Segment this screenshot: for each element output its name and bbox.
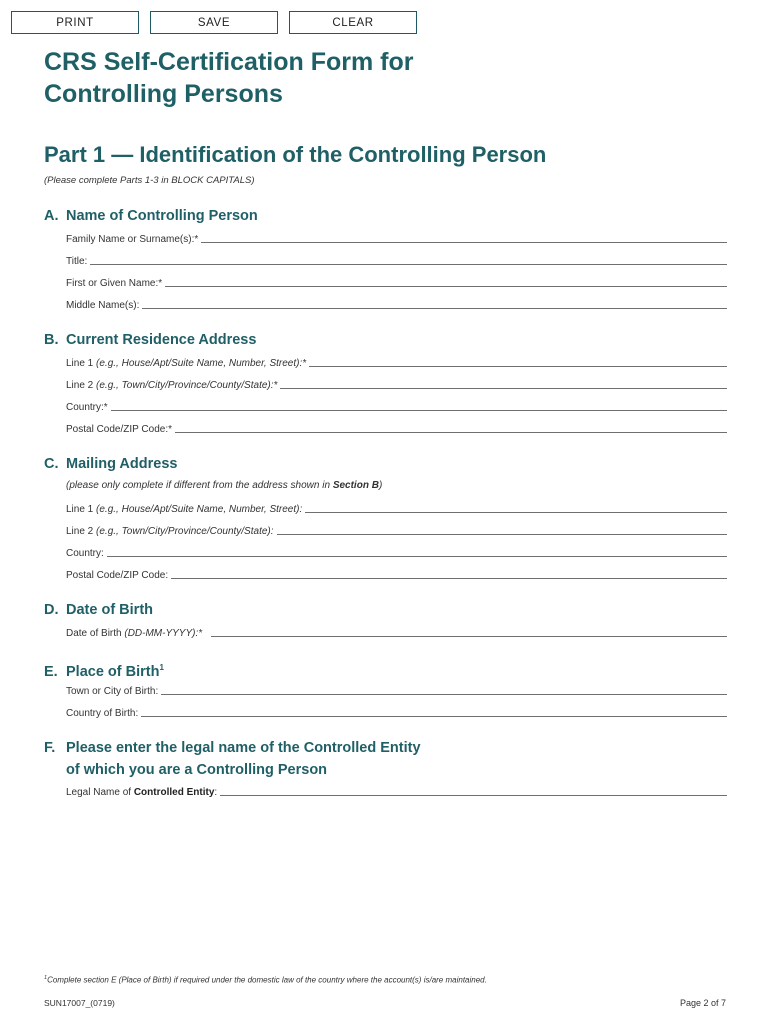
date-of-birth-field xyxy=(66,625,727,639)
section-b-heading xyxy=(44,329,256,351)
field-label-end: : xyxy=(214,787,218,798)
residence-line2-field xyxy=(66,377,727,391)
birth-country-input[interactable] xyxy=(141,706,727,717)
field-label-text: Line 2 xyxy=(66,380,94,391)
footnote-marker: 1 xyxy=(44,975,48,981)
footnote-ref: 1 xyxy=(159,663,164,672)
first-name-field xyxy=(66,275,727,289)
middle-name-input[interactable] xyxy=(142,298,727,309)
section-letter: F. xyxy=(44,740,56,756)
mailing-address-note xyxy=(66,480,382,491)
field-label: Country: xyxy=(66,548,104,559)
part1-note: (Please complete Parts 1-3 in BLOCK CAPITALS) xyxy=(44,175,255,186)
family-name-input[interactable] xyxy=(201,232,727,243)
field-label-text: Line 1 xyxy=(66,358,94,369)
family-name-field xyxy=(66,231,727,245)
section-c-heading xyxy=(44,453,177,475)
residence-line1-input[interactable] xyxy=(309,356,727,367)
section-title: Place of Birth xyxy=(66,663,160,680)
residence-country-field xyxy=(66,399,727,413)
residence-line1-field xyxy=(66,355,727,369)
section-letter: B. xyxy=(44,332,59,348)
footnote-text: Complete section E (Place of Birth) if required under the domestic law of the country where the account(s) is/are maintained. xyxy=(47,975,487,985)
clear-button[interactable]: CLEAR xyxy=(289,11,417,34)
birth-country-field xyxy=(66,705,727,719)
section-title: Mailing Address xyxy=(66,456,178,472)
mailing-line2-input[interactable] xyxy=(277,524,727,535)
field-label: Country:* xyxy=(66,402,108,413)
field-label xyxy=(66,504,305,515)
part1-title: Part 1 — Identification of the Controlling Person xyxy=(44,142,547,167)
birth-town-input[interactable] xyxy=(161,684,727,695)
field-label: Postal Code/ZIP Code: xyxy=(66,570,169,581)
note-bold: Section B xyxy=(332,480,379,491)
field-label: Title: xyxy=(66,256,88,267)
residence-postal-field xyxy=(66,421,727,435)
mailing-line1-field xyxy=(66,501,727,515)
form-code: SUN17007_(0719) xyxy=(44,998,115,1008)
section-title-line2: of which you are a Controlling Person xyxy=(66,762,328,778)
section-title: Current Residence Address xyxy=(66,332,257,348)
field-label xyxy=(66,787,220,798)
section-title: Date of Birth xyxy=(66,602,153,618)
print-button[interactable]: PRINT xyxy=(11,11,139,34)
section-letter: E. xyxy=(44,663,58,680)
field-label: Postal Code/ZIP Code:* xyxy=(66,424,172,435)
note-text: (please only complete if different from the address shown in xyxy=(66,480,333,491)
middle-name-field xyxy=(66,297,727,311)
field-hint: (e.g., Town/City/Province/County/State): xyxy=(96,526,274,537)
mailing-country-field xyxy=(66,545,727,559)
field-label: Country of Birth: xyxy=(66,708,139,719)
section-letter: D. xyxy=(44,602,59,618)
first-name-input[interactable] xyxy=(165,276,727,287)
mailing-line2-field xyxy=(66,523,727,537)
date-of-birth-input[interactable] xyxy=(211,626,727,637)
save-button[interactable]: SAVE xyxy=(150,11,278,34)
field-label-text: Line 2 xyxy=(66,526,94,537)
form-title-line1: CRS Self-Certification Form for xyxy=(44,48,414,76)
field-label-text: Date of Birth xyxy=(66,628,122,639)
birth-town-field xyxy=(66,683,727,697)
field-label xyxy=(66,628,211,639)
title-field xyxy=(66,253,727,267)
residence-country-input[interactable] xyxy=(111,400,727,411)
mailing-line1-input[interactable] xyxy=(305,502,727,513)
page-number: Page 2 of 7 xyxy=(679,998,726,1008)
field-label: Middle Name(s): xyxy=(66,300,140,311)
field-label xyxy=(66,358,309,369)
section-title: Name of Controlling Person xyxy=(66,208,258,224)
field-label-bold: Controlled Entity xyxy=(133,787,215,798)
controlled-entity-field xyxy=(66,784,727,798)
field-label: Town or City of Birth: xyxy=(66,686,159,697)
field-hint: (DD-MM-YYYY):* xyxy=(124,628,203,639)
section-title: Please enter the legal name of the Controlled Entity xyxy=(66,740,421,756)
residence-line2-input[interactable] xyxy=(280,378,727,389)
field-label: First or Given Name:* xyxy=(66,278,163,289)
field-label xyxy=(66,380,280,391)
section-a-heading xyxy=(44,205,258,227)
field-label xyxy=(66,526,277,537)
mailing-postal-input[interactable] xyxy=(171,568,727,579)
mailing-postal-field xyxy=(66,567,727,581)
title-input[interactable] xyxy=(90,254,727,265)
section-f-heading xyxy=(44,737,504,781)
section-d-heading xyxy=(44,599,153,621)
section-letter: C. xyxy=(44,456,59,472)
field-hint: (e.g., House/Apt/Suite Name, Number, Street):* xyxy=(96,358,307,369)
field-label-text: Legal Name of xyxy=(66,787,134,798)
section-e-heading xyxy=(44,657,164,683)
controlled-entity-input[interactable] xyxy=(220,785,727,796)
field-label: Family Name or Surname(s):* xyxy=(66,234,199,245)
residence-postal-input[interactable] xyxy=(175,422,727,433)
section-letter: A. xyxy=(44,208,59,224)
field-hint: (e.g., House/Apt/Suite Name, Number, Street): xyxy=(96,504,303,515)
field-hint: (e.g., Town/City/Province/County/State):* xyxy=(96,380,278,391)
mailing-country-input[interactable] xyxy=(107,546,727,557)
field-label-text: Line 1 xyxy=(66,504,94,515)
form-title xyxy=(44,46,413,110)
note-text-end: ) xyxy=(378,480,383,491)
footnote xyxy=(44,975,487,985)
form-title-line2: Controlling Persons xyxy=(44,80,283,108)
